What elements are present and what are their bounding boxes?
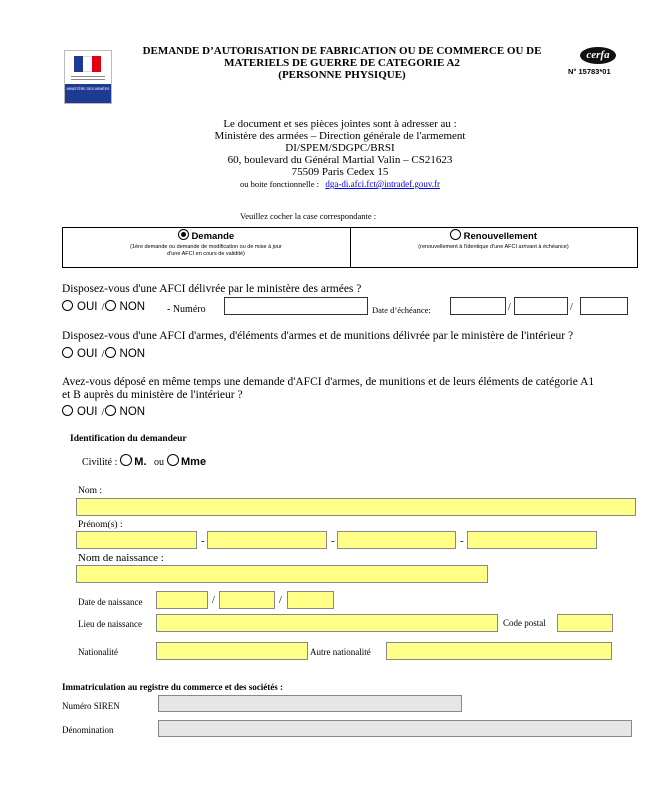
demande-label: Demande <box>191 231 235 242</box>
denomination-field[interactable] <box>158 720 632 737</box>
siren-label: Numéro SIREN <box>62 701 120 711</box>
address-line-5: 75509 Paris Cedex 15 <box>291 166 389 178</box>
q2-non-radio[interactable] <box>105 347 116 358</box>
q2-oui-radio[interactable] <box>62 347 73 358</box>
choice-instruction: Veuillez cocher la case correspondante : <box>240 211 377 221</box>
q1-echeance-label: Date d’échéance: <box>372 305 431 315</box>
nom-label: Nom : <box>78 486 103 496</box>
q2-oui-label: OUI <box>77 348 98 360</box>
nationalite-label: Nationalité <box>78 647 118 657</box>
autre-nationalite-label: Autre nationalité <box>310 647 371 657</box>
date-naissance-year-field[interactable] <box>287 591 334 609</box>
nom-naissance-field[interactable] <box>76 565 488 583</box>
renouvellement-label: Renouvellement <box>463 231 538 242</box>
flag-icon <box>74 56 101 72</box>
q3-options: OUI / NON <box>62 402 145 420</box>
marianne-logo <box>64 50 112 104</box>
prenoms-label: Prénom(s) : <box>78 520 123 530</box>
code-postal-field[interactable] <box>557 614 613 632</box>
demande-description-2: d'une AFCI en cours de validité) <box>167 251 245 257</box>
q2-text: Disposez-vous d'une AFCI d'armes, d'éléments d'armes et de munitions délivrée par le ministère de l'intérieur ? <box>62 330 574 342</box>
q1-text: Disposez-vous d'une AFCI délivrée par le ministère des armées ? <box>62 283 362 295</box>
nom-naissance-label: Nom de naissance : <box>78 552 164 564</box>
prenom-separator-2: - <box>331 535 335 547</box>
q3-non-label: NON <box>119 406 146 418</box>
mailbox-email-link[interactable]: dga-di.afci.fct@intradef.gouv.fr <box>325 179 441 189</box>
prenom-separator-1: - <box>201 535 205 547</box>
q1-options: OUI / NON <box>62 297 145 315</box>
date-naissance-day-field[interactable] <box>156 591 208 609</box>
address-line-3: DI/SPEM/SDGPC/BRSI <box>285 142 395 154</box>
q2-non-label: NON <box>119 348 146 360</box>
q1-oui-radio[interactable] <box>62 300 73 311</box>
q2-options: OUI / NON <box>62 344 145 362</box>
title-line-2: MATERIELS DE GUERRE DE CATEGORIE A2 <box>224 57 460 69</box>
q1-non-radio[interactable] <box>105 300 116 311</box>
date-separator-2: / <box>570 302 573 313</box>
address-line-1: Le document et ses pièces jointes sont à adresser au : <box>223 118 457 130</box>
denomination-label: Dénomination <box>62 725 114 735</box>
prenom-4-field[interactable] <box>467 531 597 549</box>
prenom-1-field[interactable] <box>76 531 197 549</box>
cerfa-logo-text: cerfa <box>586 49 610 61</box>
renouvellement-radio[interactable] <box>450 229 461 240</box>
prenom-separator-3: - <box>460 535 464 547</box>
nom-field[interactable] <box>76 498 636 516</box>
mailbox-label: ou boite fonctionnelle : <box>239 179 320 189</box>
date-naissance-label: Date de naissance <box>78 597 143 607</box>
civilite-ou: ou <box>154 457 165 468</box>
civilite-mme-radio[interactable] <box>167 454 179 466</box>
identification-heading: Identification du demandeur <box>70 434 187 444</box>
q1-numero-label: - Numéro <box>167 304 206 315</box>
civilite-row <box>82 454 206 468</box>
q1-oui-label: OUI <box>77 301 98 313</box>
nationalite-field[interactable] <box>156 642 308 660</box>
title-line-1: DEMANDE D’AUTORISATION DE FABRICATION OU DE COMMERCE OU DE <box>142 45 542 57</box>
q3-text-2: et B auprès du ministère de l'intérieur ? <box>62 389 243 401</box>
ministry-name: MINISTÈRE DES ARMÉES <box>66 87 110 91</box>
date-naissance-month-field[interactable] <box>219 591 275 609</box>
q1-echeance-year-field[interactable] <box>580 297 628 315</box>
prenom-2-field[interactable] <box>207 531 327 549</box>
q3-oui-radio[interactable] <box>62 405 73 416</box>
code-postal-label: Code postal <box>503 618 546 628</box>
civilite-m-radio[interactable] <box>120 454 132 466</box>
renouvellement-description: (renouvellement à l'identique d'une AFCI arrivant à échéance) <box>418 244 569 250</box>
date-naissance-separator-2: / <box>279 595 282 606</box>
ministry-name-block <box>65 84 111 103</box>
title-line-3: (PERSONNE PHYSIQUE) <box>278 69 406 81</box>
q1-non-label: NON <box>119 301 146 313</box>
civilite-m-label: M. <box>134 456 147 468</box>
siren-field[interactable] <box>158 695 462 712</box>
date-naissance-separator-1: / <box>212 595 215 606</box>
q1-echeance-day-field[interactable] <box>450 297 506 315</box>
address-line-2: Ministère des armées – Direction générale de l'armement <box>214 130 466 142</box>
address-line-4: 60, boulevard du Général Martial Valin – CS21623 <box>227 154 453 166</box>
prenom-3-field[interactable] <box>337 531 456 549</box>
civilite-label: Civilité : <box>82 457 118 468</box>
rcs-heading: Immatriculation au registre du commerce et des sociétés : <box>62 682 283 692</box>
lieu-naissance-label: Lieu de naissance <box>78 619 142 629</box>
cerfa-logo <box>580 47 616 64</box>
demande-description-1: (1ère demande ou demande de modification ou de mise à jour <box>130 244 282 250</box>
form-title <box>118 45 566 81</box>
q1-echeance-month-field[interactable] <box>514 297 568 315</box>
q3-oui-label: OUI <box>77 406 98 418</box>
renouvellement-option[interactable] <box>350 229 637 251</box>
cerfa-number: N° 15783*01 <box>568 67 611 76</box>
q3-non-radio[interactable] <box>105 405 116 416</box>
address-block <box>140 118 540 190</box>
civilite-mme-label: Mme <box>181 456 207 468</box>
q3-text-1: Avez-vous déposé en même temps une demande d'AFCI d'armes, de munitions et de leurs éléments de catégorie A1 <box>62 376 595 388</box>
demande-option[interactable] <box>63 229 349 258</box>
demande-radio[interactable] <box>178 229 189 240</box>
date-separator-1: / <box>508 302 511 313</box>
autre-nationalite-field[interactable] <box>386 642 612 660</box>
lieu-naissance-field[interactable] <box>156 614 498 632</box>
q1-numero-field[interactable] <box>224 297 368 315</box>
